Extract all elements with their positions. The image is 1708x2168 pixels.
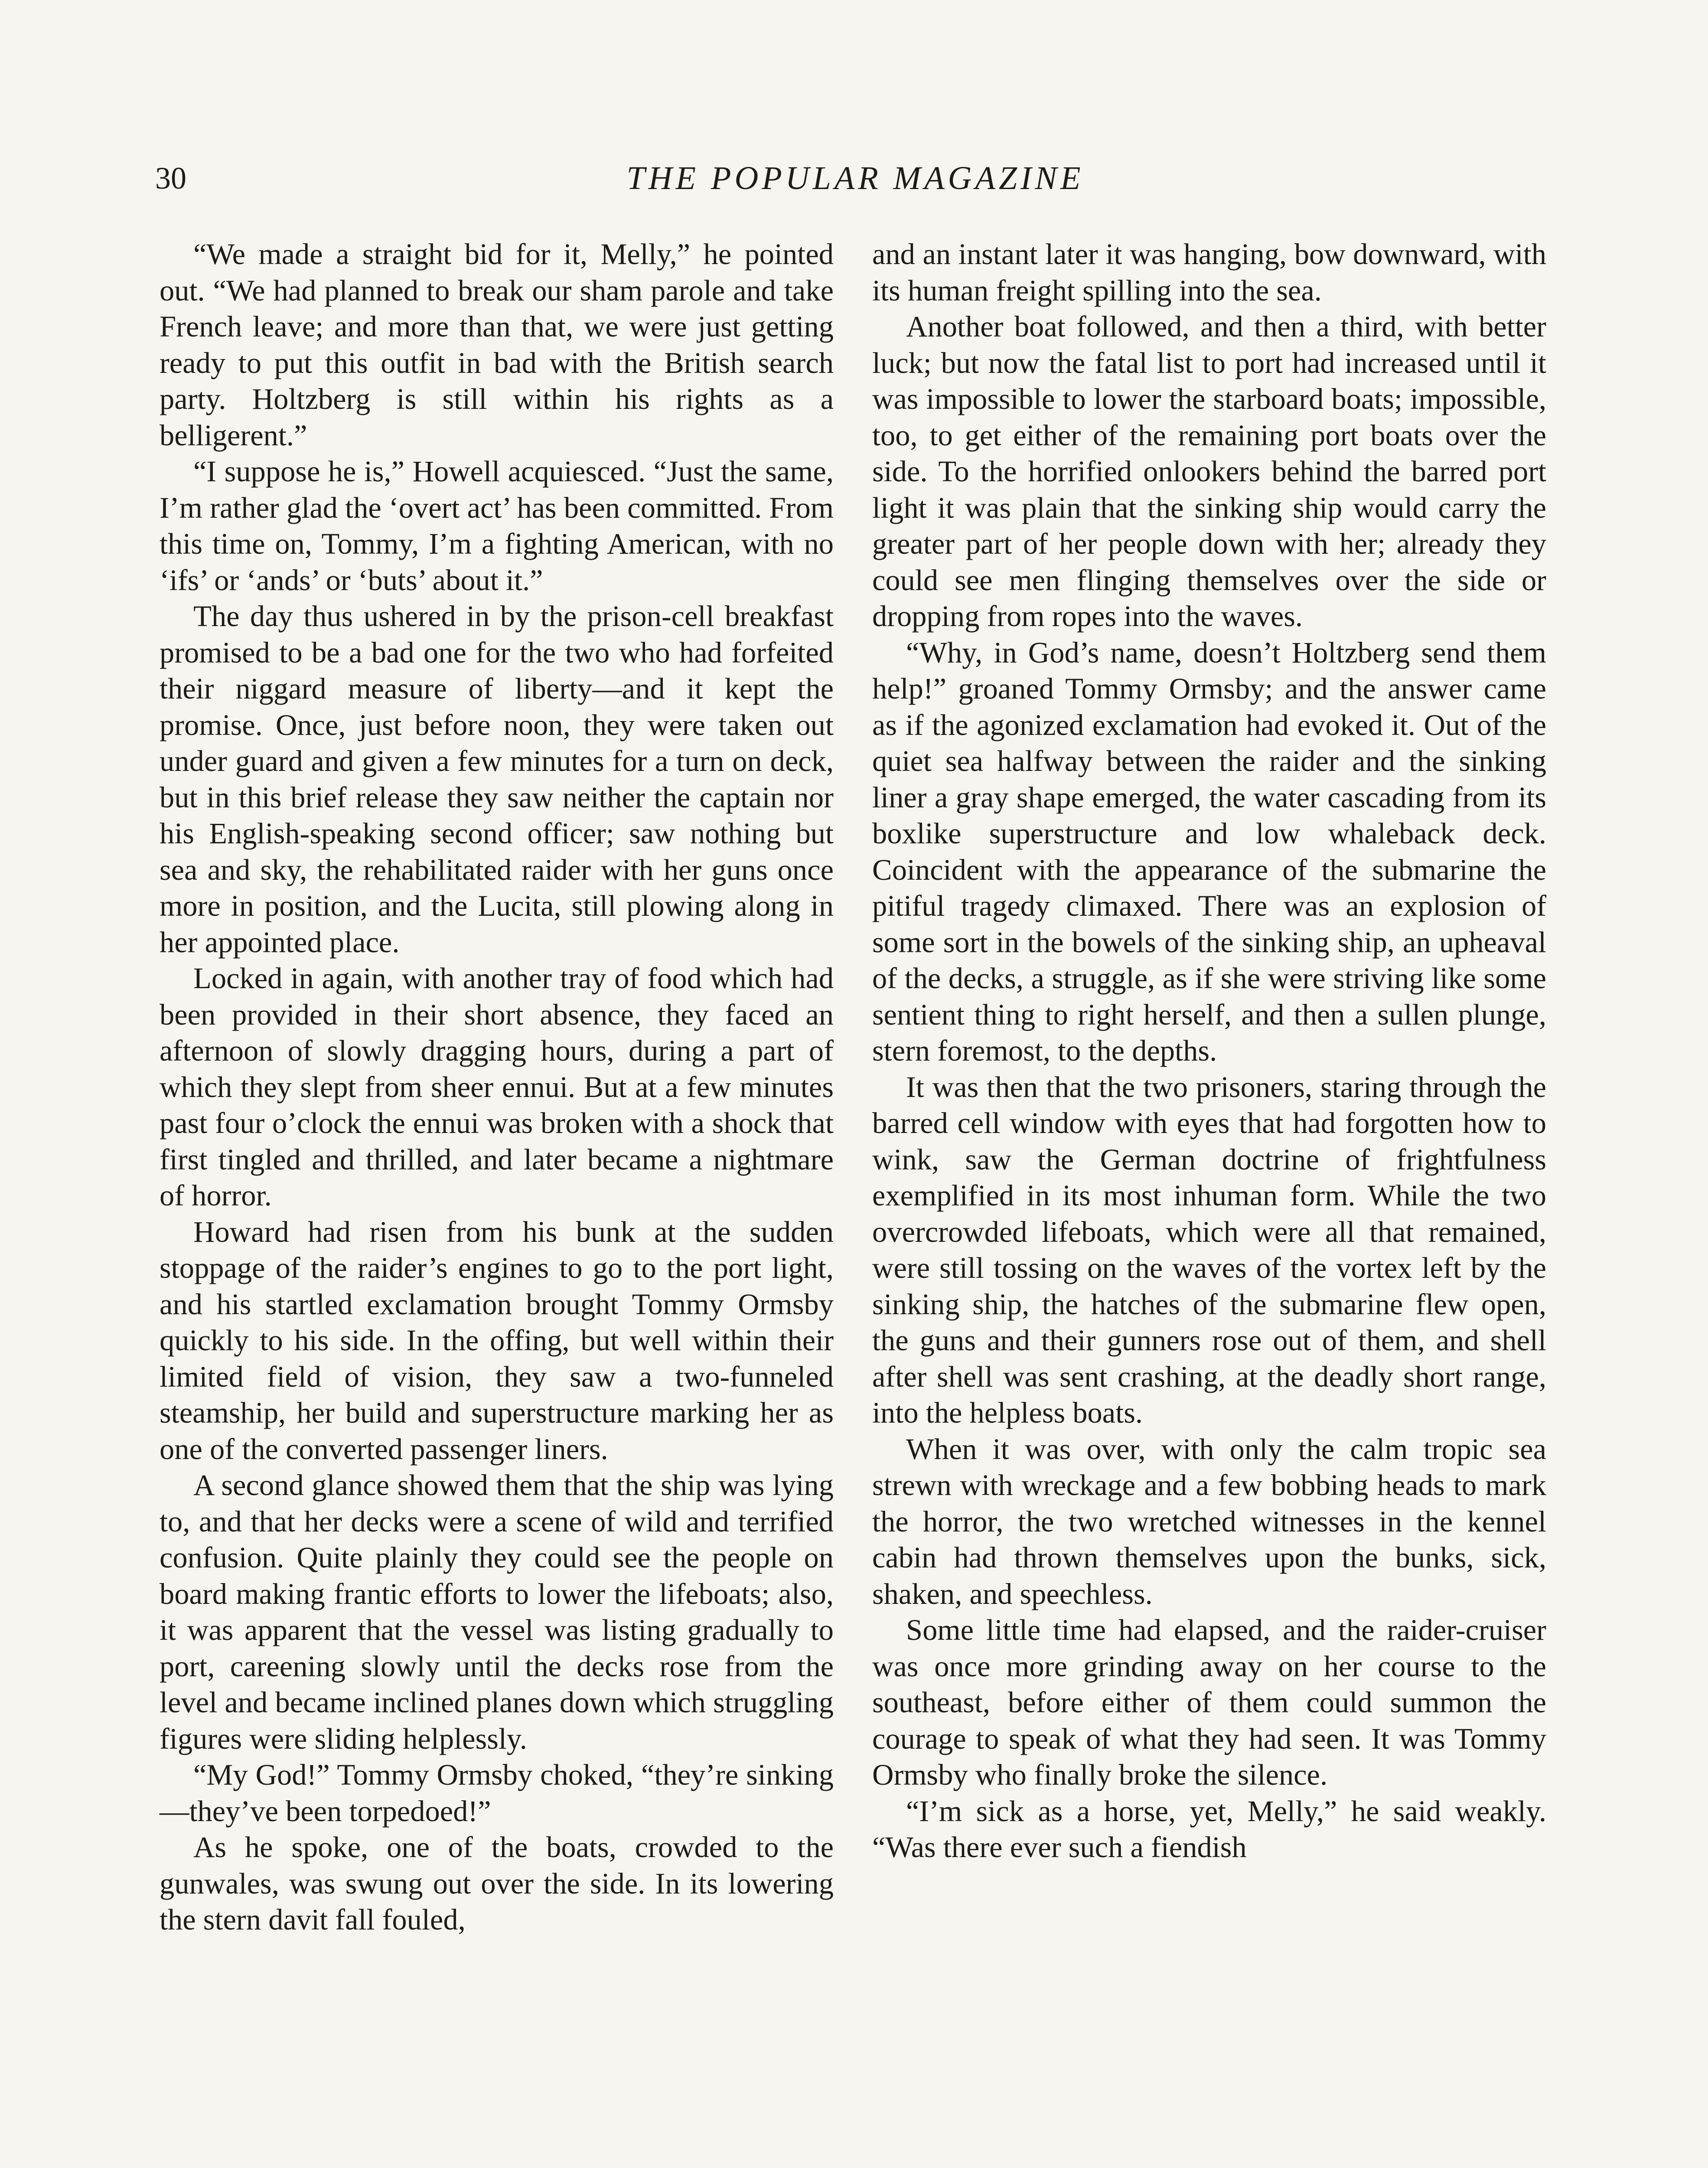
paragraph: “I’m sick as a horse, yet, Melly,” he said weakly. “Was there ever such a fiendish <box>872 1794 1546 1864</box>
paragraph: “Why, in God’s name, doesn’t Holtzberg send them help!” groaned Tommy Ormsby; and the answer came as if the agonized exclamation had evoked it. Out of the quiet sea halfway between the raider and the sinking liner a gray shape emerged, the water cascading from its boxlike superstructure and low whaleback deck. Coincident with the appearance of the submarine the pitiful tragedy climaxed. There was an explosion of some sort in the bowels of the sinking ship, an upheaval of the decks, a struggle, as if she were striving like some sentient thing to right herself, and then a sullen plunge, stern foremost, to the depths. <box>872 636 1546 1067</box>
paragraph-continuation: and an instant later it was hanging, bow downward, with its human freight spilling into the sea. <box>872 238 1546 307</box>
paragraph: As he spoke, one of the boats, crowded to the gunwales, was swung out over the side. In its lowering the stern davit fall fouled, <box>160 1831 834 1936</box>
paragraph: “My God!” Tommy Ormsby choked, “they’re sinking—they’ve been torpedoed!” <box>160 1758 834 1828</box>
paragraph: Another boat followed, and then a third, with better luck; but now the fatal list to port had increased until it was impossible to lower the starboard boats; impossible, too, to get either of the remaining port boats over the side. To the horrified onlookers behind the barred port light it was plain that the sinking ship would carry the greater part of her people down with her; already they could see men flinging themselves over the side or dropping from ropes into the waves. <box>872 310 1546 633</box>
paragraph: “We made a straight bid for it, Melly,” he pointed out. “We had planned to break our sham parole and take French leave; and more than that, we were just getting ready to put this outfit in bad with the British search party. Holtzberg is still within his rights as a belligerent.” <box>160 238 834 452</box>
paragraph: A second glance showed them that the ship was lying to, and that her decks were a scene of wild and terrified confusion. Quite plainly they could see the people on board making frantic efforts to lower the lifeboats; also, it was apparent that the vessel was listing gradually to port, careening slowly until the decks rose from the level and became inclined planes down which struggling figures were sliding helplessly. <box>160 1469 834 1755</box>
paragraph: The day thus ushered in by the prison-cell breakfast promised to be a bad one for the two who had forfeited their niggard measure of liberty—and it kept the promise. Once, just before noon, they were taken out under guard and given a few minutes for a turn on deck, but in this brief release they saw neither the captain nor his English-speaking second officer; saw nothing but sea and sky, the rehabilitated raider with her guns once more in position, and the Lucita, still plowing along in her appointed place. <box>160 600 834 959</box>
page-number: 30 <box>155 161 186 196</box>
page-header <box>155 154 1555 215</box>
running-head: THE POPULAR MAGAZINE <box>626 160 1084 196</box>
paragraph: When it was over, with only the calm tropic sea strewn with wreckage and a few bobbing heads to mark the horror, the two wretched witnesses in the kennel cabin had thrown themselves upon the bunks, sick, shaken, and speechless. <box>872 1432 1546 1610</box>
paragraph: Locked in again, with another tray of food which had been provided in their short absence, they faced an afternoon of slowly dragging hours, during a part of which they slept from sheer ennui. But at a few minutes past four o’clock the ennui was broken with a shock that first tingled and thrilled, and later became a nightmare of horror. <box>160 962 834 1212</box>
paragraph: Some little time had elapsed, and the raider-cruiser was once more grinding away on her course to the southeast, before either of them could summon the courage to speak of what they had seen. It was Tommy Ormsby who finally broke the silence. <box>872 1613 1546 1791</box>
paragraph: Howard had risen from his bunk at the sudden stoppage of the raider’s engines to go to the port light, and his startled exclamation brought Tommy Ormsby quickly to his side. In the offing, but well within their limited field of vision, they saw a two-funneled steamship, her build and superstructure marking her as one of the converted passenger liners. <box>160 1215 834 1466</box>
right-column <box>872 236 1546 1866</box>
paragraph: It was then that the two prisoners, staring through the barred cell window with eyes that had forgotten how to wink, saw the German doctrine of frightfulness exemplified in its most inhuman form. While the two overcrowded lifeboats, which were all that remained, were still tossing on the waves of the vortex left by the sinking ship, the hatches of the submarine flew open, the guns and their gunners rose out of them, and shell after shell was sent crashing, at the deadly short range, into the helpless boats. <box>872 1070 1546 1429</box>
paragraph: “I suppose he is,” Howell acquiesced. “Just the same, I’m rather glad the ‘overt act’ has been committed. From this time on, Tommy, I’m a fighting American, with no ‘ifs’ or ‘ands’ or ‘buts’ about it.” <box>160 455 834 597</box>
left-column <box>160 236 834 1938</box>
